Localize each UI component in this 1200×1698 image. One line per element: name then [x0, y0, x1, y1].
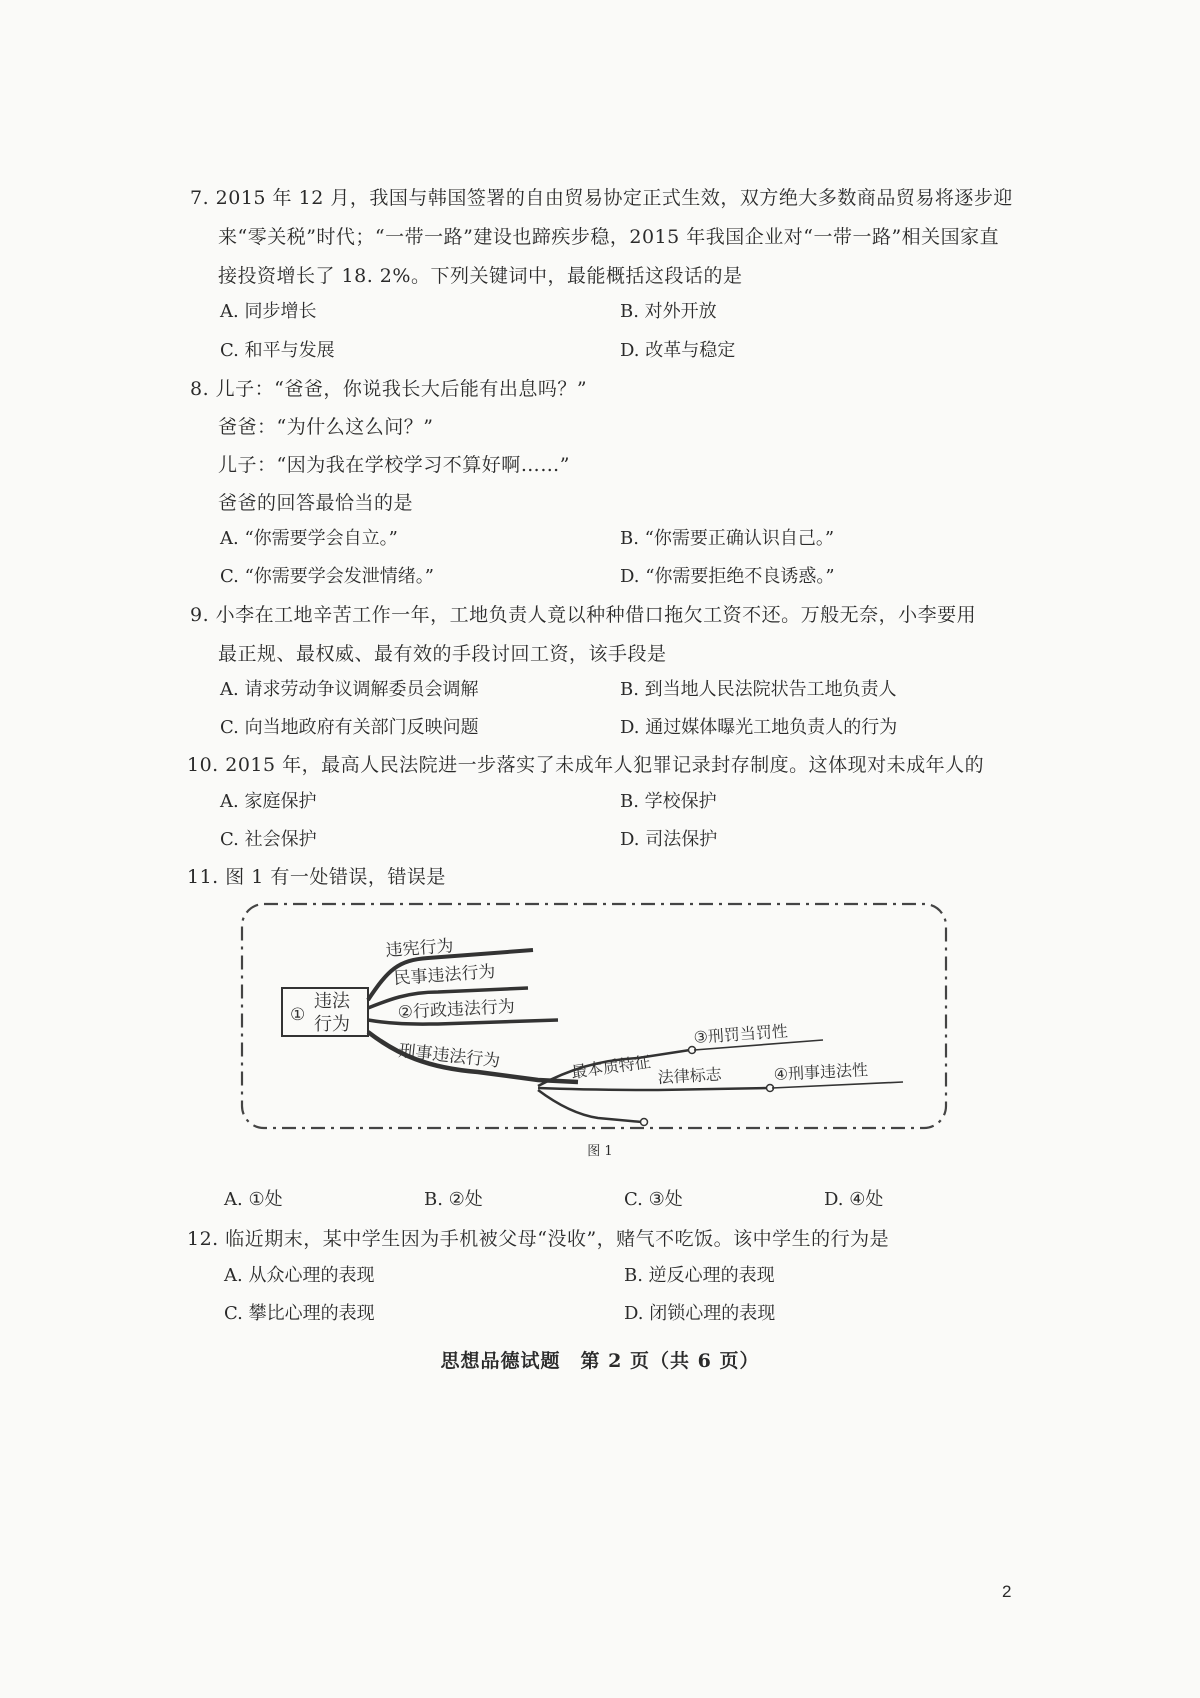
sub-essential-value: ③刑罚当罚性 — [692, 1021, 789, 1047]
sub-line-legal — [538, 1088, 768, 1090]
question-10-option-d[interactable]: D. 司法保护 — [620, 829, 718, 850]
branch-civil: 民事违法行为 — [392, 961, 497, 989]
question-12-line-1: 12. 临近期末，某中学生因为手机被父母“没收”，赌气不吃饭。该中学生的行为是 — [187, 1228, 890, 1250]
branch-constitutional: 违宪行为 — [384, 936, 455, 961]
sub-line-empty — [538, 1090, 642, 1122]
question-8-option-b[interactable]: B. “你需要正确认识自己。” — [620, 528, 835, 549]
question-9-option-a[interactable]: A. 请求劳动争议调解委员会调解 — [220, 679, 479, 700]
root-label-line-1: 违法 — [314, 991, 350, 1012]
question-8-option-c[interactable]: C. “你需要学会发泄情绪。” — [220, 566, 434, 587]
page-number: 2 — [1002, 1582, 1012, 1601]
question-12-option-b[interactable]: B. 逆反心理的表现 — [624, 1265, 775, 1286]
question-11-option-b[interactable]: B. ②处 — [424, 1189, 483, 1210]
question-8-option-a[interactable]: A. “你需要学会自立。” — [220, 528, 398, 549]
sub-legal-value: ④刑事违法性 — [773, 1060, 869, 1084]
question-8-line-3: 儿子：“因为我在学校学习不算好啊……” — [218, 454, 570, 476]
question-9-line-2: 最正规、最权威、最有效的手段讨回工资，该手段是 — [218, 643, 667, 665]
question-9-option-d[interactable]: D. 通过媒体曝光工地负责人的行为 — [620, 717, 898, 738]
root-label-line-2: 行为 — [314, 1014, 350, 1035]
question-8-line-1: 8. 儿子：“爸爸，你说我长大后能有出息吗？” — [190, 378, 588, 400]
question-12-option-a[interactable]: A. 从众心理的表现 — [224, 1265, 375, 1286]
branch-line-admin — [368, 1020, 558, 1024]
question-7-line-1: 7. 2015 年 12 月，我国与韩国签署的自由贸易协定正式生效，双方绝大多数商品贸易将逐步迎 — [190, 187, 1013, 209]
question-7-line-2: 来“零关税”时代；“一带一路”建设也蹄疾步稳，2015 年我国企业对“一带一路”相关国家直 — [218, 226, 1000, 248]
question-11-option-d[interactable]: D. ④处 — [824, 1189, 884, 1210]
question-12-option-c[interactable]: C. 攀比心理的表现 — [224, 1303, 375, 1324]
question-8-option-d[interactable]: D. “你需要拒绝不良诱惑。” — [620, 566, 835, 587]
sub-legal-label: 法律标志 — [657, 1064, 723, 1087]
question-7-option-a[interactable]: A. 同步增长 — [220, 301, 317, 322]
question-10-line-1: 10. 2015 年，最高人民法院进一步落实了未成年人犯罪记录封存制度。这体现对未成年人的 — [187, 754, 985, 776]
question-11-option-a[interactable]: A. ①处 — [224, 1189, 283, 1210]
question-7-option-c[interactable]: C. 和平与发展 — [220, 340, 335, 361]
mind-map-figure — [238, 900, 950, 1132]
page-footer: 思想品德试题 第 2 页（共 6 页） — [440, 1350, 760, 1372]
question-9-option-c[interactable]: C. 向当地政府有关部门反映问题 — [220, 717, 479, 738]
sub-essential-label: 最本质特征 — [569, 1052, 652, 1082]
question-10-option-a[interactable]: A. 家庭保护 — [220, 791, 317, 812]
question-7-option-d[interactable]: D. 改革与稳定 — [620, 340, 736, 361]
question-9-line-1: 9. 小李在工地辛苦工作一年，工地负责人竟以种种借口拖欠工资不还。万般无奈，小李要用 — [190, 604, 977, 626]
question-10-option-c[interactable]: C. 社会保护 — [220, 829, 317, 850]
question-11-line-1: 11. 图 1 有一处错误，错误是 — [187, 866, 446, 888]
question-11-option-c[interactable]: C. ③处 — [624, 1189, 683, 1210]
root-marker: ① — [290, 1005, 306, 1025]
figure-caption: 图 1 — [587, 1144, 613, 1159]
question-9-option-b[interactable]: B. 到当地人民法院状告工地负责人 — [620, 679, 897, 700]
question-8-line-2: 爸爸：“为什么这么问？” — [218, 416, 434, 438]
question-12-option-d[interactable]: D. 闭锁心理的表现 — [624, 1303, 776, 1324]
node-empty — [641, 1119, 648, 1126]
question-7-option-b[interactable]: B. 对外开放 — [620, 301, 717, 322]
branch-admin: ②行政违法行为 — [397, 996, 516, 1023]
question-10-option-b[interactable]: B. 学校保护 — [620, 791, 717, 812]
question-7-line-3: 接投资增长了 18. 2%。下列关键词中，最能概括这段话的是 — [218, 265, 743, 287]
branch-criminal: 刑事违法行为 — [397, 1041, 502, 1072]
question-8-line-4: 爸爸的回答最恰当的是 — [218, 492, 414, 514]
